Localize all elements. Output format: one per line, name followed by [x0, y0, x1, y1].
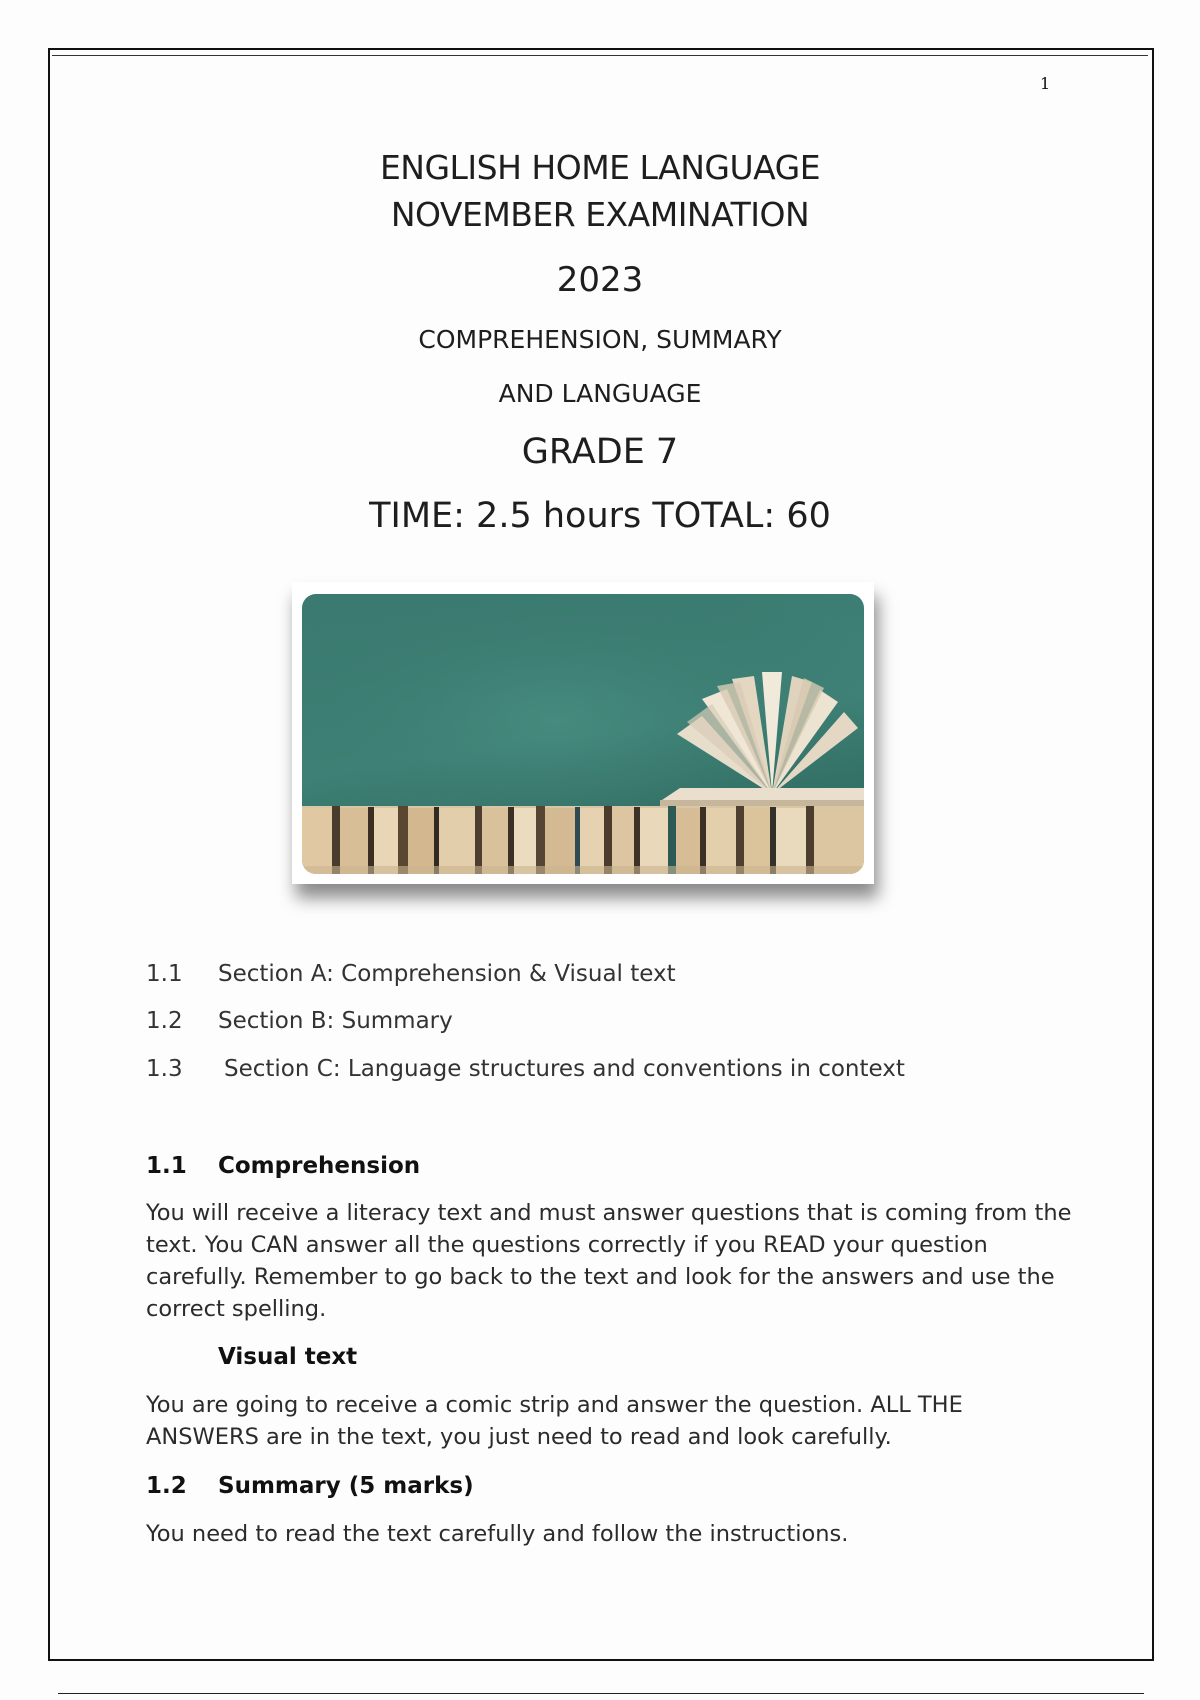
- summary-text: You need to read the text carefully and follow the instructions.: [146, 1521, 849, 1547]
- comprehension-text: You will receive a literacy text and must answer questions that is coming from the text. You CAN answer all the questions correctly if you READ your question carefully. Remember to go back to the text and look for the answers and use the correct spelling.: [146, 1200, 1072, 1322]
- contents-item-number: 1.1: [146, 961, 183, 987]
- summary-number: 1.2: [146, 1473, 187, 1499]
- summary-heading: Summary (5 marks): [218, 1473, 474, 1499]
- page-border-inner-rule: [52, 55, 1148, 56]
- page-number: 1: [1040, 74, 1051, 93]
- comprehension-heading: Comprehension: [218, 1153, 421, 1179]
- contents-item-label: Section A: Comprehension & Visual text: [218, 961, 676, 987]
- contents-item-label: Section C: Language structures and conventions in context: [224, 1056, 905, 1082]
- contents-item-number: 1.2: [146, 1008, 183, 1034]
- contents-item-number: 1.3: [146, 1056, 183, 1082]
- books-on-chalkboard-icon: [302, 594, 864, 874]
- title-line-1: ENGLISH HOME LANGUAGE: [379, 148, 821, 187]
- time-total-label: TIME: 2.5 hours TOTAL: 60: [369, 496, 831, 536]
- comprehension-number: 1.1: [146, 1153, 187, 1179]
- books-photo: [292, 582, 874, 884]
- subject-line-1: COMPREHENSION, SUMMARY: [418, 325, 782, 354]
- exam-year: 2023: [556, 260, 644, 300]
- contents-item-label: Section B: Summary: [218, 1008, 453, 1034]
- subject-line-2: AND LANGUAGE: [498, 379, 702, 408]
- page-bottom-rule: [58, 1693, 1144, 1694]
- visual-text-text: You are going to receive a comic strip and answer the question. ALL THE ANSWERS are in the text, you just need to read and look carefully.: [146, 1392, 963, 1450]
- visual-text-heading: Visual text: [218, 1344, 358, 1370]
- grade-label: GRADE 7: [521, 432, 679, 472]
- title-line-2: NOVEMBER EXAMINATION: [390, 195, 810, 234]
